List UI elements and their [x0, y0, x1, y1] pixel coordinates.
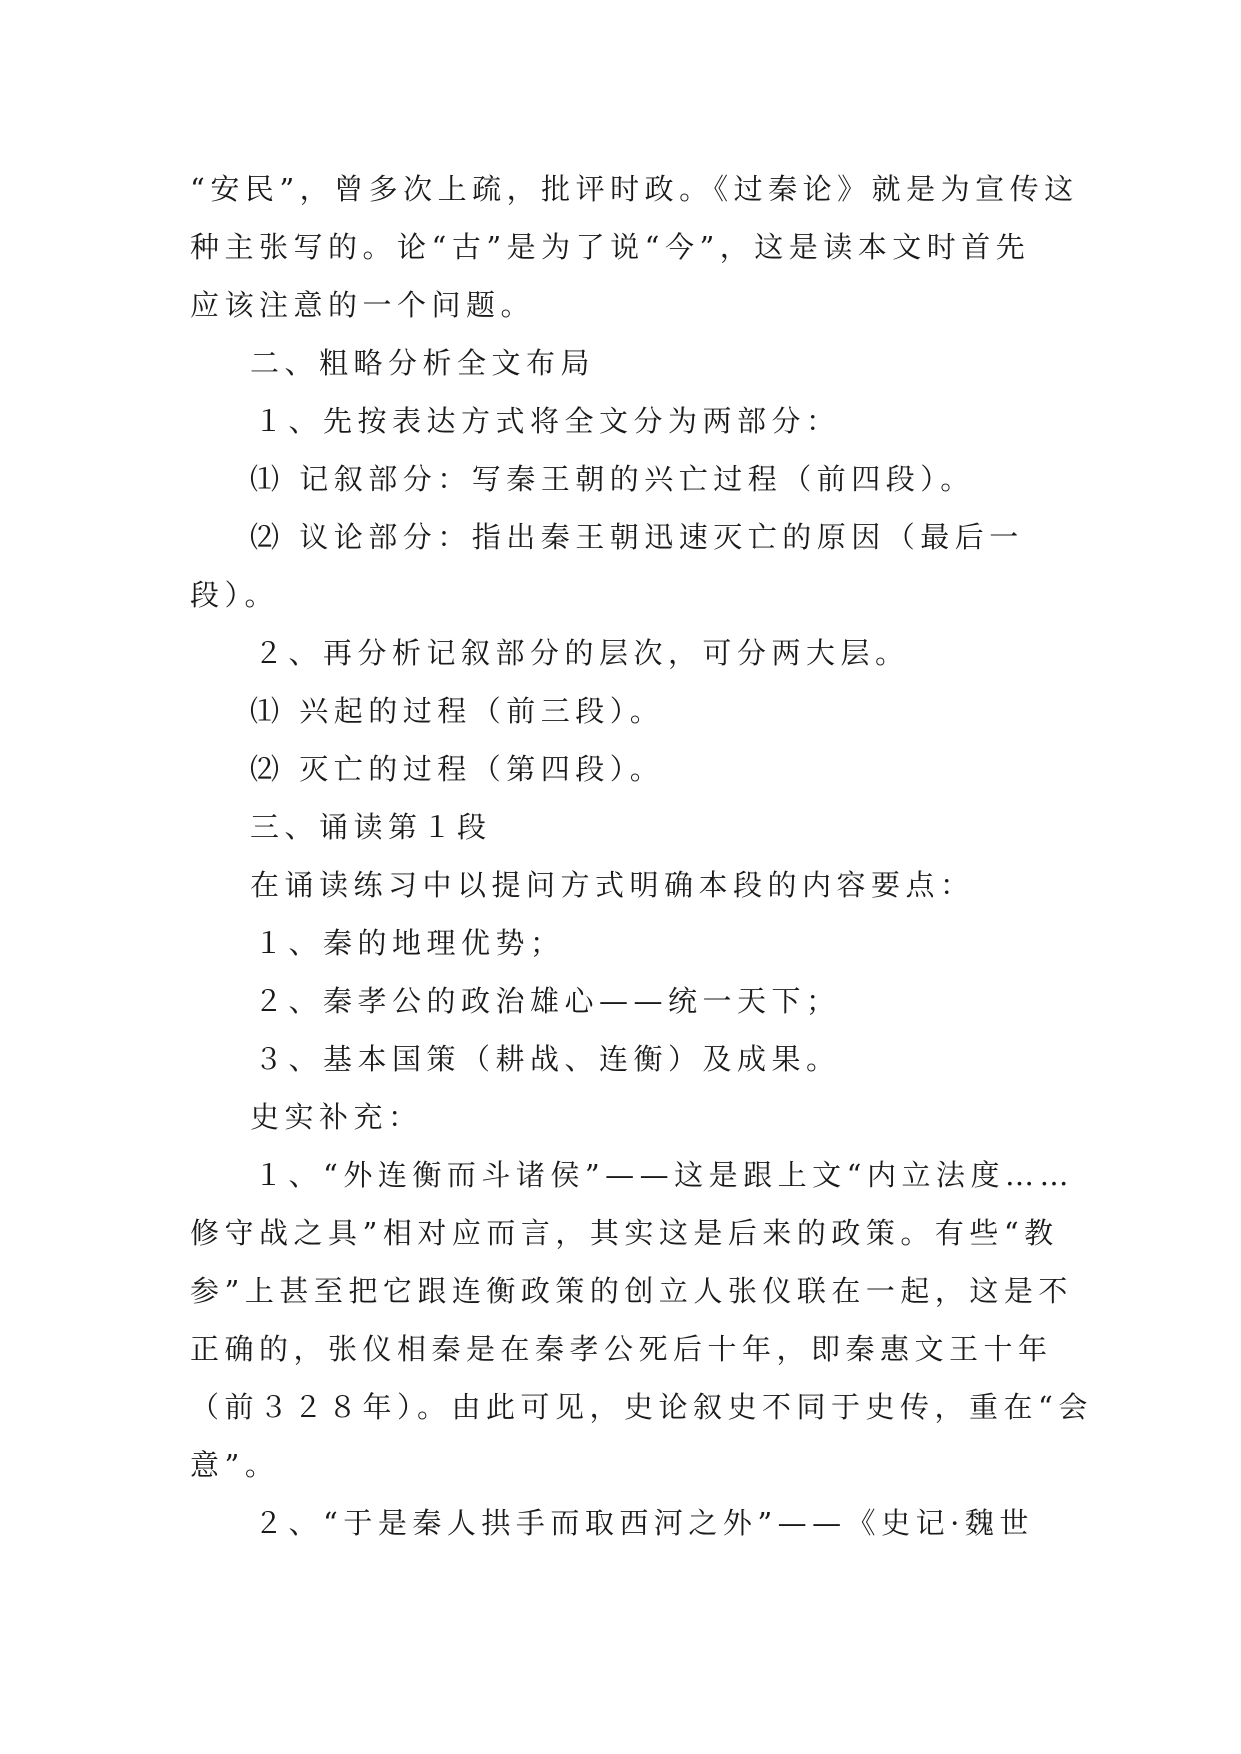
supplement-item-1-line-4: 正确的，张仪相秦是在秦孝公死后十年，即秦惠文王十年	[190, 1332, 1053, 1366]
sub-item-2: ⑵ 议论部分：指出秦王朝迅速灭亡的原因（最后一	[250, 520, 1024, 554]
section-heading-3: 三、诵读第１段	[250, 810, 492, 844]
paragraph-line-1: “安民”，曾多次上疏，批评时政。《过秦论》就是为宣传这	[190, 172, 1079, 206]
list-item-1: １、先按表达方式将全文分为两部分：	[254, 404, 841, 438]
supplement-item-1-line-3: 参”上甚至把它跟连衡政策的创立人张仪联在一起，这是不	[190, 1274, 1073, 1308]
supplement-item-1-line-2: 修守战之具”相对应而言，其实这是后来的政策。有些“教	[190, 1216, 1059, 1250]
point-1: １、秦的地理优势；	[254, 926, 565, 960]
supplement-item-1: １、“外连衡而斗诸侯”——这是跟上文“内立法度……	[254, 1158, 1074, 1192]
sub-item-3: ⑴ 兴起的过程（前三段）。	[250, 694, 665, 728]
paragraph-line-3: 应该注意的一个问题。	[190, 288, 536, 322]
sub-item-1: ⑴ 记叙部分：写秦王朝的兴亡过程（前四段）。	[250, 462, 975, 496]
supplement-item-2: ２、“于是秦人拱手而取西河之外”——《史记·魏世	[254, 1506, 1034, 1540]
paragraph-line-2: 种主张写的。论“古”是为了说“今”，这是读本文时首先	[190, 230, 1031, 264]
point-2: ２、秦孝公的政治雄心——统一天下；	[254, 984, 841, 1018]
intro-line: 在诵读练习中以提问方式明确本段的内容要点：	[250, 868, 975, 902]
sub-item-4: ⑵ 灭亡的过程（第四段）。	[250, 752, 665, 786]
supplement-item-1-line-6: 意”。	[190, 1448, 280, 1482]
list-item-2: ２、再分析记叙部分的层次，可分两大层。	[254, 636, 910, 670]
history-supplement-heading: 史实补充：	[250, 1100, 423, 1134]
supplement-item-1-line-5: （前３２８年）。由此可见，史论叙史不同于史传，重在“会	[190, 1390, 1093, 1424]
sub-item-2-continued: 段）。	[190, 578, 280, 612]
section-heading-2: 二、粗略分析全文布局	[250, 346, 596, 380]
point-3: ３、基本国策（耕战、连衡）及成果。	[254, 1042, 841, 1076]
